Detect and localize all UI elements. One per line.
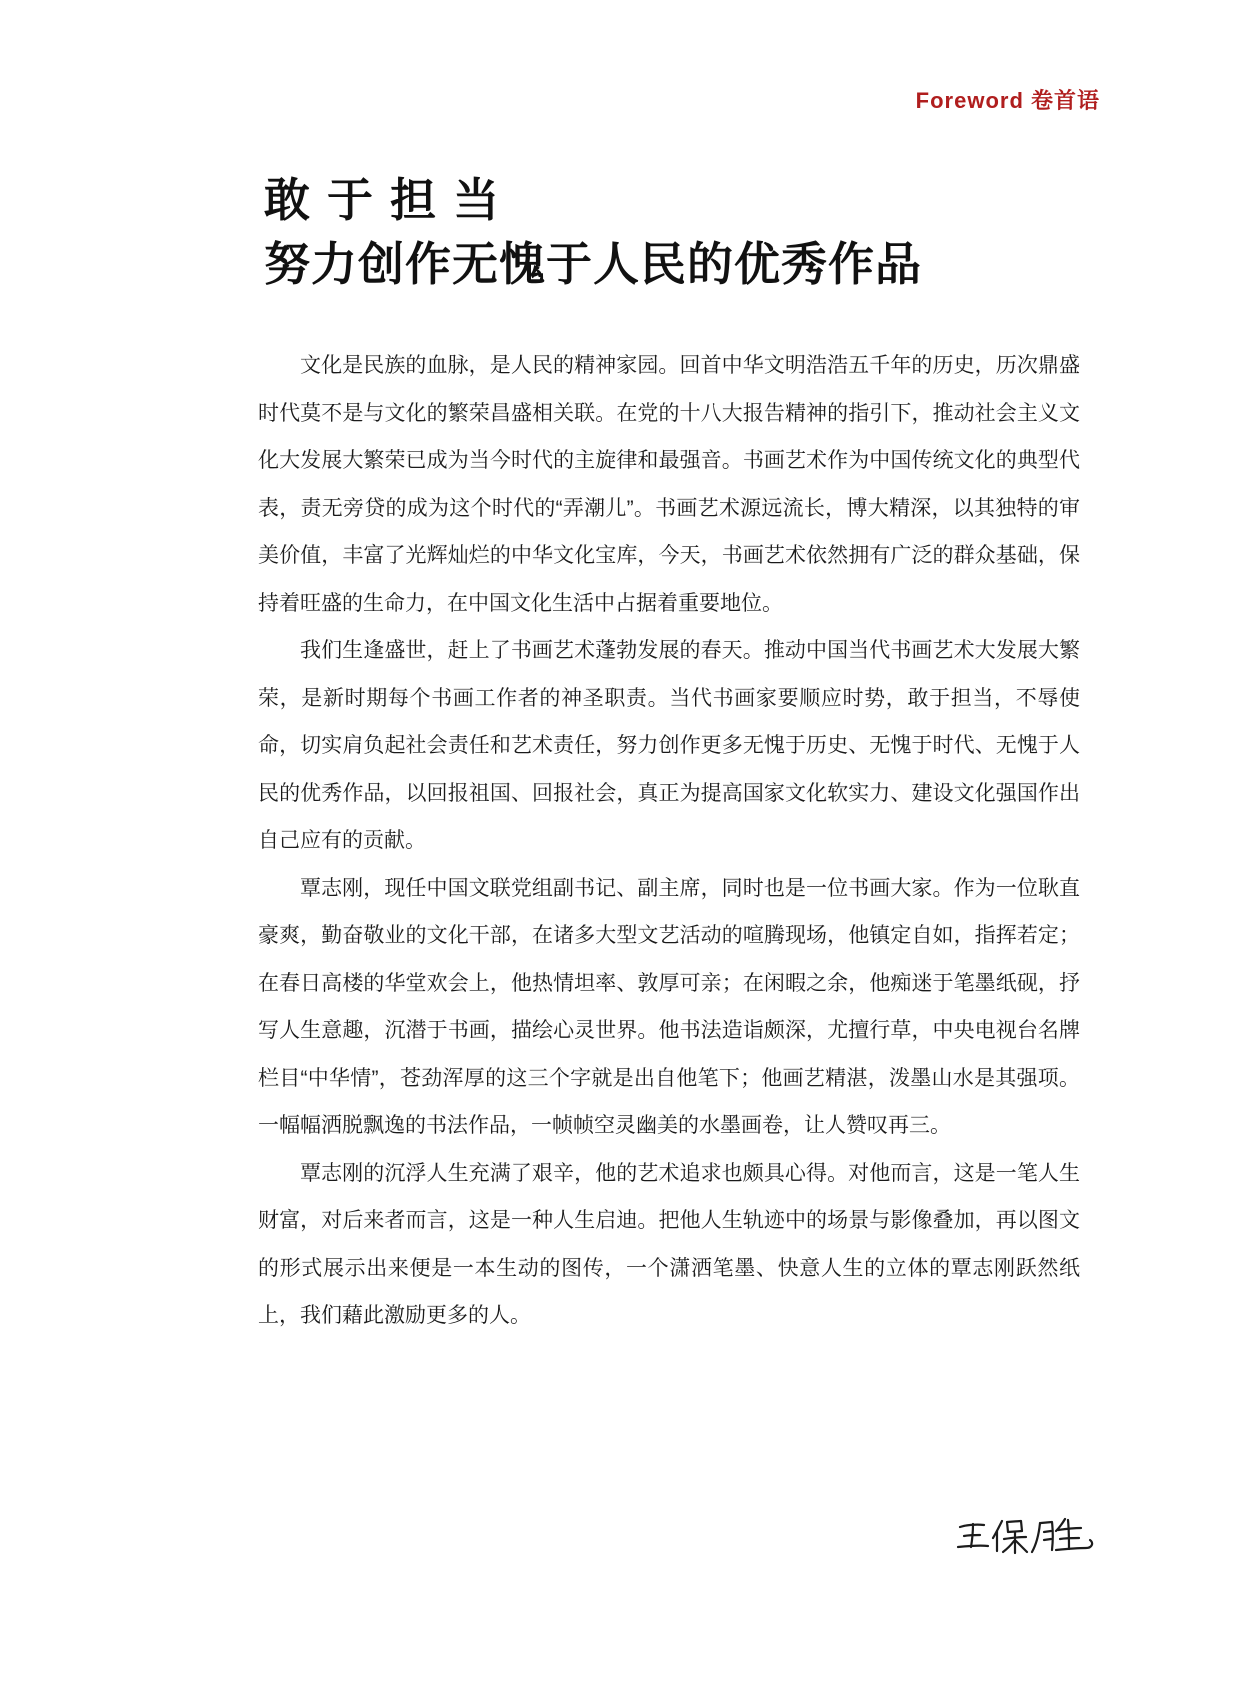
page-title-line-1: 敢于担当 [264, 173, 516, 227]
page-title-line-2: 努力创作无愧于人民的优秀作品 [264, 237, 922, 291]
article-paragraph: 我们生逢盛世，赶上了书画艺术蓬勃发展的春天。推动中国当代书画艺术大发展大繁荣，是新时期每个书画工作者的神圣职责。当代书画家要顺应时势，敢于担当，不辱使命，切实肩负起社会责任和艺术责任，努力创作更多无愧于历史、无愧于时代、无愧于人民的优秀作品，以回报祖国、回报社会，真正为提高国家文化软实力、建设文化强国作出自己应有的贡献。 [258, 639, 1080, 852]
author-signature-handwriting-icon [952, 1505, 1102, 1563]
foreword-header-label: Foreword 卷首语 [915, 88, 1100, 113]
article-paragraph: 覃志刚的沉浮人生充满了艰辛，他的艺术追求也颇具心得。对他而言，这是一笔人生财富，对后来者而言，这是一种人生启迪。把他人生轨迹中的场景与影像叠加，再以图文的形式展示出来便是一本生动的图传，一个潇洒笔墨、快意人生的立体的覃志刚跃然纸上，我们藉此激励更多的人。 [258, 1161, 1080, 1327]
article-paragraph: 文化是民族的血脉，是人民的精神家园。回首中华文明浩浩五千年的历史，历次鼎盛时代莫不是与文化的繁荣昌盛相关联。在党的十八大报告精神的指引下，推动社会主义文化大发展大繁荣已成为当今时代的主旋律和最强音。书画艺术作为中国传统文化的典型代表，责无旁贷的成为这个时代的“弄潮儿”。书画艺术源远流长，博大精深，以其独特的审美价值，丰富了光辉灿烂的中华文化宝库，今天，书画艺术依然拥有广泛的群众基础，保持着旺盛的生命力，在中国文化生活中占据着重要地位。 [258, 354, 1080, 615]
foreword-article [258, 342, 1080, 1340]
page-title [264, 168, 922, 296]
article-paragraph: 覃志刚，现任中国文联党组副书记、副主席，同时也是一位书画大家。作为一位耿直豪爽，勤奋敬业的文化干部，在诸多大型文艺活动的喧腾现场，他镇定自如，指挥若定；在春日高楼的华堂欢会上，他热情坦率、敦厚可亲；在闲暇之余，他痴迷于笔墨纸砚，抒写人生意趣，沉潜于书画，描绘心灵世界。他书法造诣颇深，尤擅行草，中央电视台名牌栏目“中华情”，苍劲浑厚的这三个字就是出自他笔下；他画艺精湛，泼墨山水是其强项。一幅幅洒脱飘逸的书法作品，一帧帧空灵幽美的水墨画卷，让人赞叹再三。 [258, 876, 1080, 1137]
author-signature [952, 1505, 1102, 1563]
